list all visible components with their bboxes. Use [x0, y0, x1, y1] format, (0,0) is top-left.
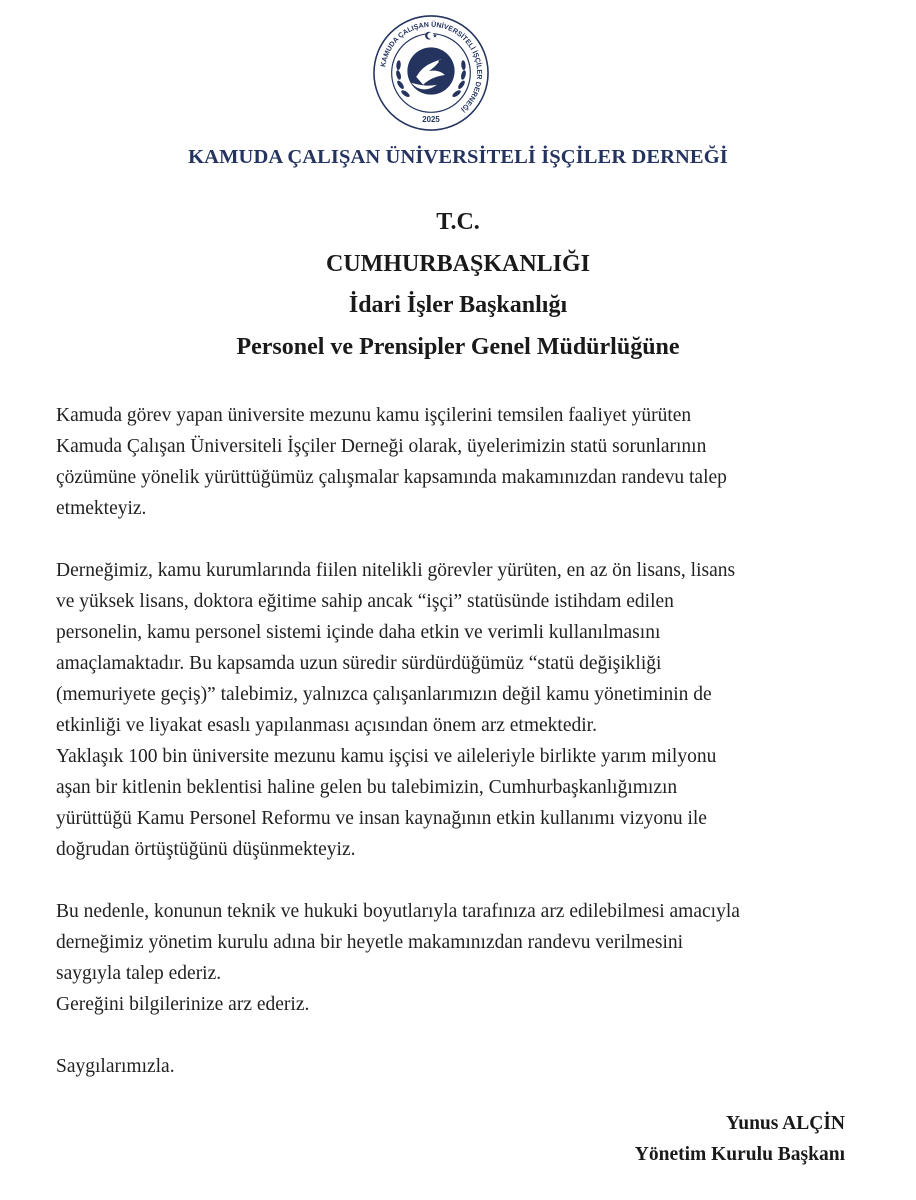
association-logo — [372, 14, 490, 132]
paragraph-request: Bu nedenle, konunun teknik ve hukuki boyutlarıyla tarafınıza arz edilebilmesi amacıyla derneğimiz yönetim kurulu adına bir heyetle makamınızdan randevu verilmesini saygıyla talep ederiz. — [56, 901, 740, 984]
signatory-title: Yönetim Kurulu Başkanı — [634, 1144, 845, 1165]
addressee-block — [0, 202, 916, 368]
addressee-line-general-directorate: Personel ve Prensipler Genel Müdürlüğüne — [236, 333, 680, 360]
closing-salutation: Saygılarımızla. — [56, 1056, 175, 1077]
signature-block — [635, 1108, 845, 1170]
crescent-star-icon — [425, 32, 437, 40]
addressee-line-administrative-affairs: İdari İşler Başkanlığı — [348, 292, 568, 318]
eagle-emblem-icon — [407, 47, 454, 94]
paragraph-submission: Gereğini bilgilerinize arz ederiz. — [56, 994, 310, 1015]
logo-ring-text: KAMUDA ÇALIŞAN ÜNİVERSİTELİ İŞÇİLER DERNEĞİ — [379, 20, 484, 114]
addressee-line-presidency: CUMHURBAŞKANLIĞI — [325, 250, 591, 277]
addressee-line-tc: T.C. — [436, 209, 480, 235]
organization-name: KAMUDA ÇALIŞAN ÜNİVERSİTELİ İŞÇİLER DERNEĞİ — [188, 146, 728, 168]
logo-year: 2025 — [422, 115, 440, 125]
signatory-name: Yunus ALÇİN — [725, 1113, 845, 1134]
paragraph-introduction: Kamuda görev yapan üniversite mezunu kamu işçilerini temsilen faaliyet yürüten Kamuda Çalışan Üniversiteli İşçiler Derneği olarak, üyelerimizin statü sorunlarının çözümüne yönelik yürüttüğümüz çalışmalar kapsamında makamınızdan randevu talep etmekteyiz. — [56, 405, 727, 519]
letter-body — [56, 400, 866, 1082]
paragraph-expectation: Yaklaşık 100 bin üniversite mezunu kamu işçisi ve aileleriyle birlikte yarım milyonu aşan bir kitlenin beklentisi haline gelen bu talebimizin, Cumhurbaşkanlığımızın yürüttüğü Kamu Personel Reformu ve insan kaynağının etkin kullanımı vizyonu ile doğrudan örtüştüğünü düşünmekteyiz. — [56, 746, 717, 860]
paragraph-association-purpose: Derneğimiz, kamu kurumlarında fiilen nitelikli görevler yürüten, en az ön lisans, lisans ve yüksek lisans, doktora eğitime sahip ancak “işçi” statüsünde istihdam edilen personelin, kamu personel sistemi içinde daha etkin ve verimli kullanılmasını amaçlamaktadır. Bu kapsamda uzun süredir sürdürdüğümüz “statü değişikliği (memuriyete geçiş)” talebimiz, yalnızca çalışanlarımızın değil kamu yönetiminin de etkinliği ve liyakat esaslı yapılanması açısından önem arz etmektedir. — [56, 560, 736, 736]
